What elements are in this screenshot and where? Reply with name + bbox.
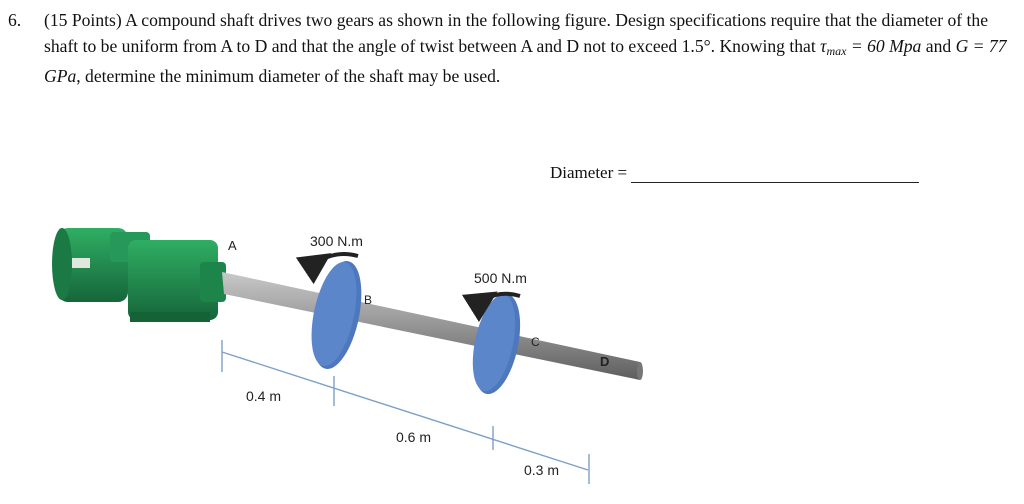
tau-subscript: max: [826, 43, 847, 58]
answer-label: Diameter =: [550, 163, 628, 182]
torque-c-label: 500 N.m: [474, 270, 527, 286]
shaft: [222, 272, 640, 380]
problem-text-a: A compound shaft drives two gears as shown in the following figure. Design specifications require that the diameter of the shaft to be uniform from A to D and that the angle of twist between A and D not to exceed 1.5°. Knowing that: [44, 10, 989, 56]
point-b-label: B: [364, 293, 373, 307]
shaft-end: [637, 362, 643, 380]
motor-nameplate: [72, 258, 90, 268]
tau-symbol: τ: [820, 35, 827, 56]
length-ab-label: 0.4 m: [246, 388, 282, 404]
motor-gearbox: [52, 228, 226, 322]
torque-b-arrow: [318, 254, 358, 262]
point-c-label: C: [531, 335, 540, 349]
gearbox-base: [130, 312, 210, 322]
torque-b-label: 300 N.m: [310, 233, 363, 249]
length-cd-label: 0.3 m: [524, 462, 560, 478]
tau-value: = 60 Mpa: [846, 35, 922, 56]
point-a-label: A: [228, 238, 237, 253]
length-bc-label: 0.6 m: [396, 429, 432, 445]
gearbox-flange: [200, 262, 226, 302]
g-expression: G = 77 GPa: [44, 35, 1007, 86]
problem-points: (15 Points): [44, 10, 122, 30]
dimension-baseline: [222, 352, 588, 470]
motor-end-cap: [52, 228, 72, 300]
problem-number: 6.: [8, 10, 22, 30]
and-word: and: [921, 35, 956, 56]
problem-text-b: , determine the minimum diameter of the shaft may be used.: [76, 66, 501, 86]
point-d-label: D: [600, 354, 610, 369]
